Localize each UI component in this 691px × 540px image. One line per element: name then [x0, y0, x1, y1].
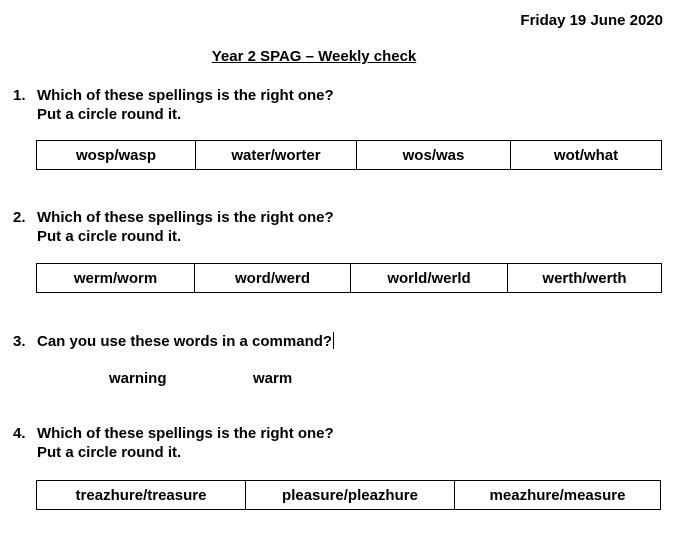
date: Friday 19 June 2020 — [520, 12, 663, 29]
word-warning: warning — [109, 370, 167, 387]
question-text: Which of these spellings is the right one? — [37, 87, 334, 104]
option-cell[interactable]: water/worter — [196, 141, 357, 170]
question-number: 2. — [13, 209, 26, 226]
question-text: Can you use these words in a command? — [37, 333, 333, 350]
option-cell[interactable]: werm/worm — [37, 264, 195, 293]
text-cursor — [333, 332, 334, 349]
option-cell[interactable]: wot/what — [511, 141, 662, 170]
options-table-4 — [36, 480, 661, 510]
word-warm: warm — [253, 370, 293, 387]
option-cell[interactable]: meazhure/measure — [455, 481, 661, 510]
options-table-1 — [36, 140, 662, 170]
question-number: 1. — [13, 87, 26, 104]
question-1 — [13, 86, 334, 124]
question-instruction: Put a circle round it. — [37, 228, 182, 245]
question-instruction: Put a circle round it. — [37, 444, 182, 461]
option-cell[interactable]: wosp/wasp — [37, 141, 196, 170]
question-text: Which of these spellings is the right one? — [37, 209, 334, 226]
option-cell[interactable]: world/werld — [351, 264, 508, 293]
question-number: 3. — [13, 333, 26, 350]
option-cell[interactable]: pleasure/pleazhure — [246, 481, 455, 510]
question-2 — [13, 208, 334, 246]
question-instruction: Put a circle round it. — [37, 106, 182, 123]
question-number: 4. — [13, 425, 26, 442]
option-cell[interactable]: treazhure/treasure — [37, 481, 246, 510]
options-table-2 — [36, 263, 662, 293]
option-cell[interactable]: word/werd — [195, 264, 351, 293]
question-4 — [13, 424, 334, 462]
option-cell[interactable]: werth/werth — [508, 264, 662, 293]
question-3 — [13, 332, 334, 351]
question-text: Which of these spellings is the right one? — [37, 425, 334, 442]
option-cell[interactable]: wos/was — [357, 141, 511, 170]
page-title: Year 2 SPAG – Weekly check — [211, 48, 417, 65]
